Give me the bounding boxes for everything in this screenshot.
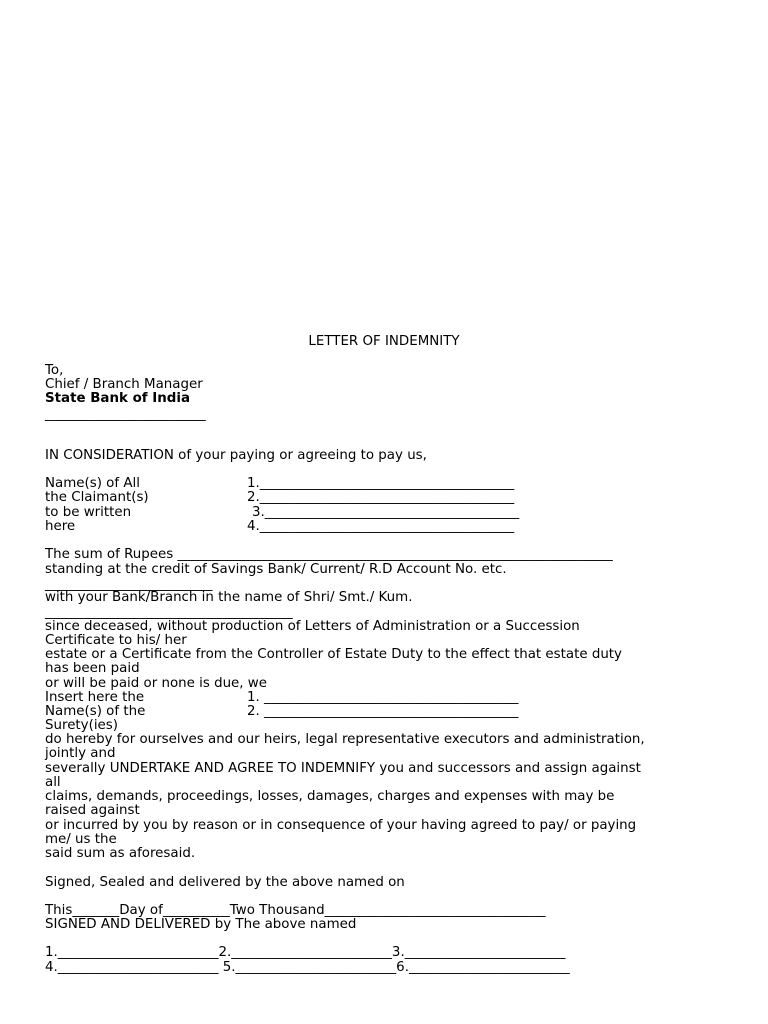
signed-delivered-text: SIGNED AND DELIVERED by The above named: [45, 917, 357, 932]
signature-lines-row: 4.________________________ 5.________________________6.________________________: [45, 960, 570, 975]
bank-name: State Bank of India: [45, 391, 190, 406]
account-blank-line: _________________________: [45, 577, 213, 592]
surety-name-line: 1. ______________________________________: [247, 690, 519, 705]
sum-of-rupees-line: The sum of Rupees _________________________________________________________________: [45, 547, 613, 562]
claimant-name-line: 2.______________________________________: [247, 490, 515, 505]
estate-duty-text: has been paid: [45, 661, 140, 676]
undertaking-text: claims, demands, proceedings, losses, damages, charges and expenses with may be: [45, 789, 615, 804]
undertaking-text: jointly and: [45, 746, 116, 761]
claimant-name-line: 1.______________________________________: [247, 476, 515, 491]
signature-lines-row: 1.________________________2.________________________3.________________________: [45, 945, 566, 960]
estate-duty-text: estate or a Certificate from the Controller of Estate Duty to the effect that estate duty: [45, 647, 622, 662]
claimant-label: Name(s) of All: [45, 476, 140, 491]
document-title: LETTER OF INDEMNITY: [308, 334, 460, 349]
execution-date-line: This_______Day of__________Two Thousand_________________________________: [45, 903, 546, 918]
surety-label: Surety(ies): [45, 718, 118, 733]
branch-name-text: with your Bank/Branch in the name of Shri/ Smt./ Kum.: [45, 590, 413, 605]
consideration-text: IN CONSIDERATION of your paying or agreeing to pay us,: [45, 448, 427, 463]
deceased-text: Certificate to his/ her: [45, 633, 187, 648]
recipient-title: Chief / Branch Manager: [45, 377, 203, 392]
address-blank-line: ________________________: [45, 407, 206, 422]
surety-name-line: 2. ______________________________________: [247, 704, 519, 719]
signed-sealed-text: Signed, Sealed and delivered by the above named on: [45, 875, 405, 890]
surety-label: Insert here the: [45, 690, 145, 705]
undertaking-text: said sum as aforesaid.: [45, 846, 196, 861]
account-credit-text: standing at the credit of Savings Bank/ Current/ R.D Account No. etc.: [45, 562, 507, 577]
claimant-name-line: 4.______________________________________: [247, 519, 515, 534]
surety-label: Name(s) of the: [45, 704, 146, 719]
claimant-label: to be written: [45, 505, 132, 520]
claimant-label: the Claimant(s): [45, 490, 149, 505]
undertaking-text: all: [45, 775, 61, 790]
salutation: To,: [45, 363, 64, 378]
undertaking-text: me/ us the: [45, 832, 117, 847]
undertaking-text: raised against: [45, 803, 140, 818]
undertaking-text: severally UNDERTAKE AND AGREE TO INDEMNIFY you and successors and assign against: [45, 761, 641, 776]
claimant-label: here: [45, 519, 76, 534]
undertaking-text: do hereby for ourselves and our heirs, legal representative executors and administration,: [45, 732, 645, 747]
deceased-text: since deceased, without production of Letters of Administration or a Succession: [45, 619, 580, 634]
claimant-name-line: 3.______________________________________: [252, 505, 520, 520]
undertaking-text: or incurred by you by reason or in consequence of your having agreed to pay/ or paying: [45, 818, 637, 833]
estate-duty-text: or will be paid or none is due, we: [45, 676, 267, 691]
holder-blank-line: _____________________________________: [45, 605, 293, 620]
